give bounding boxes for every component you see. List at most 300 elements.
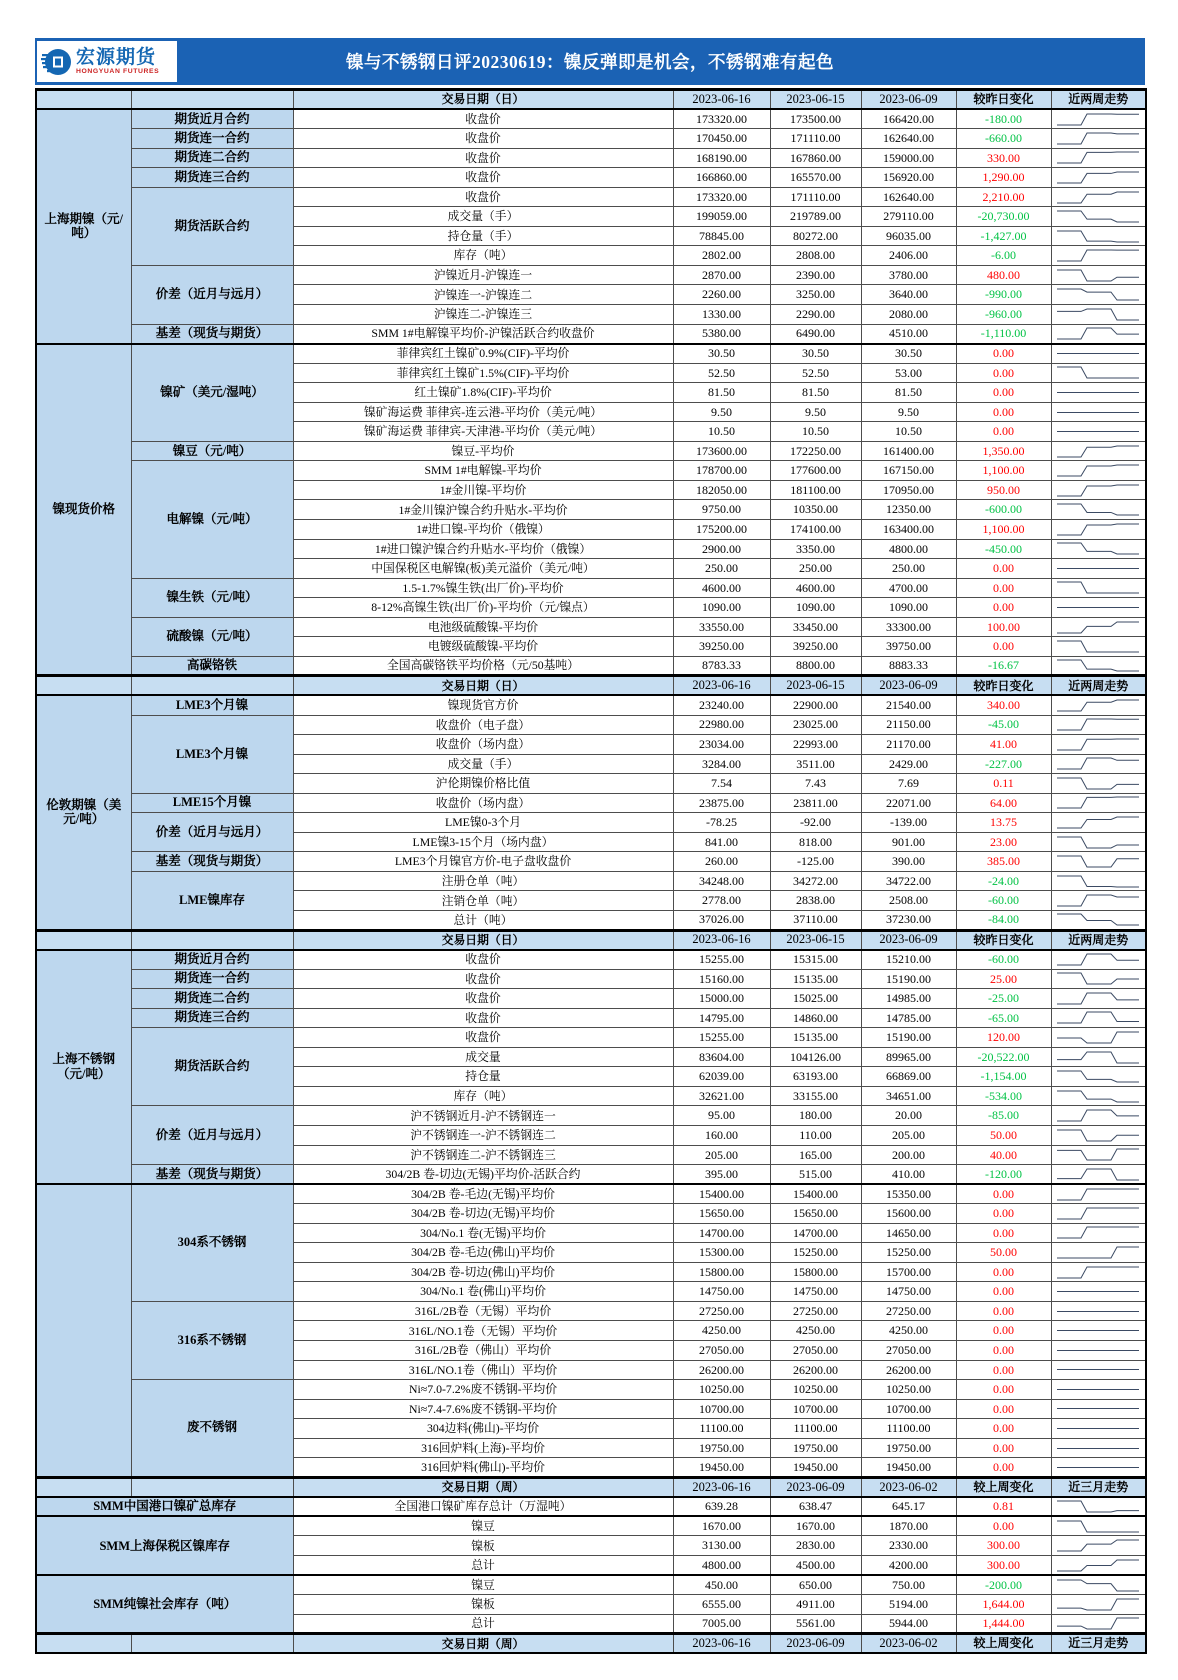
cell-sparkline — [1051, 695, 1146, 715]
sparkline — [1054, 599, 1142, 616]
cell-sparkline — [1051, 1262, 1146, 1282]
cell-change: -180.00 — [956, 109, 1051, 129]
sparkline — [1054, 364, 1142, 381]
cell-value: 21540.00 — [861, 695, 956, 715]
cell-value: 2802.00 — [673, 246, 770, 266]
cell-change: 100.00 — [956, 617, 1051, 637]
cell-change: -65.00 — [956, 1008, 1051, 1028]
cell-value: 12350.00 — [861, 500, 956, 520]
sparkline — [1054, 814, 1142, 831]
trend-column-header: 近三月走势 — [1051, 1634, 1146, 1654]
cell-value: 23875.00 — [673, 793, 770, 813]
cell-change: 120.00 — [956, 1028, 1051, 1048]
row-subgroup-label: LME镍库存 — [131, 871, 293, 930]
cell-sparkline — [1051, 774, 1146, 794]
cell-change: 1,100.00 — [956, 461, 1051, 481]
row-description: 304/No.1 卷(佛山)平均价 — [293, 1282, 673, 1302]
cell-sparkline — [1051, 1008, 1146, 1028]
cell-sparkline — [1051, 461, 1146, 481]
cell-value: 10.50 — [770, 422, 861, 442]
logo-company-name-en: HONGYUAN FUTURES — [76, 67, 160, 75]
sparkline — [1054, 1322, 1142, 1339]
row-group-label: 伦敦期镍（美元/吨） — [36, 695, 131, 930]
cell-value: 37026.00 — [673, 910, 770, 930]
row-subgroup-label: 期货连三合约 — [131, 1008, 293, 1028]
table-row — [36, 324, 1146, 344]
cell-value: 260.00 — [673, 852, 770, 872]
cell-value: 166420.00 — [861, 109, 956, 129]
cell-sparkline — [1051, 1438, 1146, 1458]
row-description: 收盘价 — [293, 1028, 673, 1048]
cell-value: 2778.00 — [673, 891, 770, 911]
cell-change: 1,644.00 — [956, 1595, 1051, 1615]
row-subgroup-label: 高碳铬铁 — [131, 656, 293, 676]
cell-value: 4600.00 — [673, 578, 770, 598]
row-subgroup-label: 316系不锈钢 — [131, 1301, 293, 1379]
cell-value: 172250.00 — [770, 441, 861, 461]
cell-change: 0.00 — [956, 422, 1051, 442]
cell-sparkline — [1051, 598, 1146, 618]
row-description: 304/2B 卷-切边(无锡)平均价-活跃合约 — [293, 1165, 673, 1185]
cell-value: 14750.00 — [770, 1282, 861, 1302]
row-description: 沪不锈钢连二-沪不锈钢连三 — [293, 1145, 673, 1165]
cell-value: 10700.00 — [770, 1399, 861, 1419]
cell-value: 171110.00 — [770, 129, 861, 149]
sparkline — [1054, 1615, 1142, 1632]
row-description: 1#金川镍-平均价 — [293, 480, 673, 500]
row-description: SMM 1#电解镍平均价-沪镍活跃合约收盘价 — [293, 324, 673, 344]
cell-value: 3250.00 — [770, 285, 861, 305]
table-row — [36, 715, 1146, 735]
cell-sparkline — [1051, 1106, 1146, 1126]
cell-value: 8883.33 — [861, 656, 956, 676]
cell-value: 15400.00 — [673, 1184, 770, 1204]
sparkline — [1054, 1146, 1142, 1163]
cell-value: 279110.00 — [861, 207, 956, 227]
section-header-row — [36, 1477, 1146, 1497]
row-description: 304/2B 卷-毛边(无锡)平均价 — [293, 1184, 673, 1204]
cell-sparkline — [1051, 813, 1146, 833]
cell-value: 250.00 — [770, 559, 861, 579]
row-subgroup-label: 基差（现货与期货） — [131, 852, 293, 872]
cell-value: 165570.00 — [770, 168, 861, 188]
cell-value: 5380.00 — [673, 324, 770, 344]
row-description: 持仓量 — [293, 1067, 673, 1087]
cell-value: 5194.00 — [861, 1595, 956, 1615]
row-subgroup-label: 期货近月合约 — [131, 950, 293, 970]
table-row — [36, 695, 1146, 715]
cell-sparkline — [1051, 1556, 1146, 1576]
date-axis-label: 交易日期（日） — [293, 930, 673, 950]
cell-value: 1670.00 — [770, 1516, 861, 1536]
sparkline — [1054, 1205, 1142, 1222]
row-description: SMM 1#电解镍-平均价 — [293, 461, 673, 481]
row-description: 菲律宾红土镍矿0.9%(CIF)-平均价 — [293, 344, 673, 364]
row-description: Ni≈7.4-7.6%废不锈钢-平均价 — [293, 1399, 673, 1419]
cell-value: 19750.00 — [673, 1438, 770, 1458]
cell-change: 0.00 — [956, 1341, 1051, 1361]
cell-sparkline — [1051, 1536, 1146, 1556]
row-description: 电池级硫酸镍-平均价 — [293, 617, 673, 637]
cell-value: -78.25 — [673, 813, 770, 833]
cell-value: 2330.00 — [861, 1536, 956, 1556]
cell-sparkline — [1051, 226, 1146, 246]
sparkline — [1054, 111, 1142, 128]
row-group-label: 镍现货价格 — [36, 344, 131, 676]
sparkline — [1054, 267, 1142, 284]
date-column-header: 2023-06-15 — [770, 676, 861, 696]
cell-value: 181100.00 — [770, 480, 861, 500]
cell-value: -139.00 — [861, 813, 956, 833]
sparkline — [1054, 540, 1142, 557]
cell-change: 480.00 — [956, 265, 1051, 285]
cell-value: 10700.00 — [673, 1399, 770, 1419]
cell-sparkline — [1051, 617, 1146, 637]
row-description: 沪镍连二-沪镍连三 — [293, 305, 673, 325]
cell-value: 15210.00 — [861, 950, 956, 970]
cell-value: 2900.00 — [673, 539, 770, 559]
table-row — [36, 265, 1146, 285]
sparkline — [1054, 970, 1142, 987]
cell-value: 3130.00 — [673, 1536, 770, 1556]
sparkline — [1054, 1283, 1142, 1300]
cell-change: 0.00 — [956, 1301, 1051, 1321]
sparkline — [1054, 1459, 1142, 1476]
cell-value: 21170.00 — [861, 735, 956, 755]
row-description: 沪伦期镍价格比值 — [293, 774, 673, 794]
cell-change: -600.00 — [956, 500, 1051, 520]
row-subgroup-label: LME3个月镍 — [131, 695, 293, 715]
change-column-header: 较上周变化 — [956, 1477, 1051, 1497]
cell-change: 2,210.00 — [956, 187, 1051, 207]
cell-sparkline — [1051, 265, 1146, 285]
table-row — [36, 852, 1146, 872]
cell-change: 0.00 — [956, 1399, 1051, 1419]
sparkline — [1054, 1557, 1142, 1574]
page-title: 镍与不锈钢日评20230619：镍反弹即是机会，不锈钢难有起色 — [346, 52, 834, 72]
cell-value: 15190.00 — [861, 1028, 956, 1048]
cell-value: 52.50 — [673, 363, 770, 383]
cell-value: 3640.00 — [861, 285, 956, 305]
row-description: 收盘价 — [293, 129, 673, 149]
sparkline — [1054, 1400, 1142, 1417]
cell-change: -660.00 — [956, 129, 1051, 149]
cell-sparkline — [1051, 1086, 1146, 1106]
cell-change: 950.00 — [956, 480, 1051, 500]
cell-sparkline — [1051, 559, 1146, 579]
table-row — [36, 1028, 1146, 1048]
sparkline — [1054, 462, 1142, 479]
cell-sparkline — [1051, 539, 1146, 559]
row-description: 304/2B 卷-切边(佛山)平均价 — [293, 1262, 673, 1282]
cell-value: 26200.00 — [861, 1360, 956, 1380]
cell-value: 199059.00 — [673, 207, 770, 227]
sparkline — [1054, 1264, 1142, 1281]
cell-change: 23.00 — [956, 832, 1051, 852]
cell-change: -450.00 — [956, 539, 1051, 559]
cell-change: 0.00 — [956, 1380, 1051, 1400]
cell-value: 81.50 — [770, 383, 861, 403]
cell-change: 0.81 — [956, 1497, 1051, 1517]
sparkline — [1054, 873, 1142, 890]
sparkline — [1054, 834, 1142, 851]
cell-value: 19750.00 — [770, 1438, 861, 1458]
row-group-label: SMM纯镍社会库存（吨） — [36, 1575, 293, 1634]
logo-globe-icon — [41, 46, 73, 78]
cell-value: 11100.00 — [770, 1419, 861, 1439]
cell-change: 64.00 — [956, 793, 1051, 813]
row-description: 红土镍矿1.8%(CIF)-平均价 — [293, 383, 673, 403]
row-description: 收盘价 — [293, 950, 673, 970]
row-description: 镍现货官方价 — [293, 695, 673, 715]
cell-value: 2508.00 — [861, 891, 956, 911]
row-subgroup-label: 价差（近月与远月） — [131, 813, 293, 852]
cell-value: 15135.00 — [770, 969, 861, 989]
sparkline — [1054, 247, 1142, 264]
cell-value: 173320.00 — [673, 109, 770, 129]
cell-value: 395.00 — [673, 1165, 770, 1185]
cell-value: 205.00 — [861, 1125, 956, 1145]
sparkline — [1054, 775, 1142, 792]
cell-change: 1,350.00 — [956, 441, 1051, 461]
cell-value: 34272.00 — [770, 871, 861, 891]
cell-value: 39250.00 — [673, 637, 770, 657]
sparkline — [1054, 1440, 1142, 1457]
cell-change: -84.00 — [956, 910, 1051, 930]
sparkline — [1054, 1244, 1142, 1261]
cell-value: 22980.00 — [673, 715, 770, 735]
table-row — [36, 1497, 1146, 1517]
cell-sparkline — [1051, 1321, 1146, 1341]
cell-sparkline — [1051, 344, 1146, 364]
cell-value: 2838.00 — [770, 891, 861, 911]
row-description: 304/No.1 卷(无锡)平均价 — [293, 1223, 673, 1243]
table-row — [36, 461, 1146, 481]
cell-sparkline — [1051, 1145, 1146, 1165]
cell-sparkline — [1051, 520, 1146, 540]
table-row — [36, 1008, 1146, 1028]
cell-value: 390.00 — [861, 852, 956, 872]
cell-value: 11100.00 — [673, 1419, 770, 1439]
cell-sparkline — [1051, 1341, 1146, 1361]
cell-sparkline — [1051, 735, 1146, 755]
row-subgroup-label: 镍生铁（元/吨） — [131, 578, 293, 617]
cell-sparkline — [1051, 1165, 1146, 1185]
cell-sparkline — [1051, 950, 1146, 970]
cell-value: 9.50 — [673, 402, 770, 422]
sparkline — [1054, 306, 1142, 323]
row-subgroup-label: 镍矿（美元/湿吨） — [131, 344, 293, 442]
row-description: 304/2B 卷-毛边(佛山)平均价 — [293, 1243, 673, 1263]
cell-change: -960.00 — [956, 305, 1051, 325]
cell-value: 23240.00 — [673, 695, 770, 715]
cell-change: -60.00 — [956, 891, 1051, 911]
cell-value: 170950.00 — [861, 480, 956, 500]
cell-change: -534.00 — [956, 1086, 1051, 1106]
cell-value: 15000.00 — [673, 989, 770, 1009]
cell-value: 163400.00 — [861, 520, 956, 540]
cell-value: 162640.00 — [861, 187, 956, 207]
sparkline — [1054, 1361, 1142, 1378]
cell-value: 15600.00 — [861, 1204, 956, 1224]
row-description: 镍豆-平均价 — [293, 441, 673, 461]
change-column-header: 较昨日变化 — [956, 90, 1051, 110]
cell-value: 160.00 — [673, 1125, 770, 1145]
row-group-label: SMM上海保税区镍库存 — [36, 1516, 293, 1575]
cell-change: -25.00 — [956, 989, 1051, 1009]
cell-sparkline — [1051, 1028, 1146, 1048]
sparkline — [1054, 853, 1142, 870]
cell-sparkline — [1051, 1419, 1146, 1439]
cell-change: -990.00 — [956, 285, 1051, 305]
row-description: 1#进口镍沪镍合约升贴水-平均价（俄镍） — [293, 539, 673, 559]
cell-sparkline — [1051, 441, 1146, 461]
cell-value: 39750.00 — [861, 637, 956, 657]
row-description: 收盘价 — [293, 168, 673, 188]
cell-change: 0.00 — [956, 1360, 1051, 1380]
row-description: LME镍3-15个月（场内盘） — [293, 832, 673, 852]
row-description: 库存（吨） — [293, 246, 673, 266]
cell-value: 8800.00 — [770, 656, 861, 676]
cell-sparkline — [1051, 363, 1146, 383]
row-description: 总计（吨） — [293, 910, 673, 930]
group-header-empty — [36, 1634, 131, 1654]
row-description: 成交量（手） — [293, 754, 673, 774]
subgroup-header-empty — [131, 1634, 293, 1654]
cell-value: 173320.00 — [673, 187, 770, 207]
cell-sparkline — [1051, 402, 1146, 422]
cell-value: 166860.00 — [673, 168, 770, 188]
cell-sparkline — [1051, 1360, 1146, 1380]
sparkline — [1054, 736, 1142, 753]
cell-value: 37230.00 — [861, 910, 956, 930]
sparkline — [1054, 1166, 1142, 1183]
cell-value: 14700.00 — [673, 1223, 770, 1243]
row-description: 全国高碳铬铁平均价格（元/50基吨） — [293, 656, 673, 676]
cell-value: 19750.00 — [861, 1438, 956, 1458]
cell-value: 30.50 — [673, 344, 770, 364]
cell-change: 0.00 — [956, 1438, 1051, 1458]
cell-value: 1870.00 — [861, 1516, 956, 1536]
date-column-header: 2023-06-09 — [861, 676, 956, 696]
row-description: Ni≈7.0-7.2%废不锈钢-平均价 — [293, 1380, 673, 1400]
cell-sparkline — [1051, 324, 1146, 344]
cell-change: -1,110.00 — [956, 324, 1051, 344]
cell-change: 0.00 — [956, 1262, 1051, 1282]
cell-value: 7005.00 — [673, 1614, 770, 1634]
cell-value: 818.00 — [770, 832, 861, 852]
table-row — [36, 344, 1146, 364]
row-description: 电镀级硫酸镍-平均价 — [293, 637, 673, 657]
cell-value: 170450.00 — [673, 129, 770, 149]
cell-change: 300.00 — [956, 1556, 1051, 1576]
cell-change: 1,444.00 — [956, 1614, 1051, 1634]
cell-change: 340.00 — [956, 695, 1051, 715]
cell-change: -1,154.00 — [956, 1067, 1051, 1087]
cell-change: 0.00 — [956, 1282, 1051, 1302]
cell-sparkline — [1051, 1575, 1146, 1595]
cell-change: 0.00 — [956, 1223, 1051, 1243]
cell-value: 78845.00 — [673, 226, 770, 246]
table-row — [36, 813, 1146, 833]
cell-value: 1090.00 — [673, 598, 770, 618]
cell-value: 4250.00 — [861, 1321, 956, 1341]
cell-value: 2080.00 — [861, 305, 956, 325]
group-header-empty — [36, 930, 131, 950]
cell-value: 8783.33 — [673, 656, 770, 676]
cell-value: 80272.00 — [770, 226, 861, 246]
row-description: 沪镍近月-沪镍连一 — [293, 265, 673, 285]
cell-value: 53.00 — [861, 363, 956, 383]
sparkline — [1054, 1537, 1142, 1554]
cell-change: 0.00 — [956, 383, 1051, 403]
date-axis-label: 交易日期（日） — [293, 90, 673, 110]
cell-sparkline — [1051, 1399, 1146, 1419]
cell-value: 62039.00 — [673, 1067, 770, 1087]
cell-value: 2290.00 — [770, 305, 861, 325]
subgroup-header-empty — [131, 1477, 293, 1497]
group-header-empty — [36, 676, 131, 696]
cell-value: 4510.00 — [861, 324, 956, 344]
cell-value: 2870.00 — [673, 265, 770, 285]
row-group-label: 上海期镍（元/吨） — [36, 109, 131, 344]
date-column-header: 2023-06-02 — [861, 1477, 956, 1497]
row-description: 沪镍连一-沪镍连二 — [293, 285, 673, 305]
cell-value: 96035.00 — [861, 226, 956, 246]
cell-value: 14860.00 — [770, 1008, 861, 1028]
cell-change: -200.00 — [956, 1575, 1051, 1595]
cell-value: 26200.00 — [770, 1360, 861, 1380]
row-description: 1.5-1.7%镍生铁(出厂价)-平均价 — [293, 578, 673, 598]
table-row — [36, 187, 1146, 207]
row-description: 316L/2B卷（无锡）平均价 — [293, 1301, 673, 1321]
sparkline — [1054, 521, 1142, 538]
cell-value: 205.00 — [673, 1145, 770, 1165]
sparkline — [1054, 1498, 1142, 1515]
date-column-header: 2023-06-09 — [861, 90, 956, 110]
date-column-header: 2023-06-15 — [770, 90, 861, 110]
cell-value: 14985.00 — [861, 989, 956, 1009]
cell-value: 250.00 — [673, 559, 770, 579]
row-subgroup-label: 价差（近月与远月） — [131, 265, 293, 324]
row-description: 1#进口镍-平均价（俄镍） — [293, 520, 673, 540]
row-description: 收盘价 — [293, 148, 673, 168]
trend-column-header: 近两周走势 — [1051, 676, 1146, 696]
table-row — [36, 129, 1146, 149]
row-description: 收盘价 — [293, 187, 673, 207]
cell-value: 34248.00 — [673, 871, 770, 891]
table-row — [36, 1516, 1146, 1536]
sparkline — [1054, 1186, 1142, 1203]
date-column-header: 2023-06-09 — [770, 1634, 861, 1654]
date-column-header: 2023-06-09 — [861, 930, 956, 950]
row-description: 注册仓单（吨） — [293, 871, 673, 891]
cell-sparkline — [1051, 1458, 1146, 1478]
cell-value: 33450.00 — [770, 617, 861, 637]
sparkline — [1054, 1596, 1142, 1613]
row-description: 304/2B 卷-切边(无锡)平均价 — [293, 1204, 673, 1224]
cell-sparkline — [1051, 754, 1146, 774]
date-axis-label: 交易日期（日） — [293, 676, 673, 696]
cell-sparkline — [1051, 989, 1146, 1009]
cell-value: 27050.00 — [673, 1341, 770, 1361]
cell-value: 30.50 — [770, 344, 861, 364]
cell-value: 33155.00 — [770, 1086, 861, 1106]
date-column-header: 2023-06-15 — [770, 930, 861, 950]
row-description: LME镍0-3个月 — [293, 813, 673, 833]
sparkline — [1054, 1009, 1142, 1026]
cell-sparkline — [1051, 793, 1146, 813]
